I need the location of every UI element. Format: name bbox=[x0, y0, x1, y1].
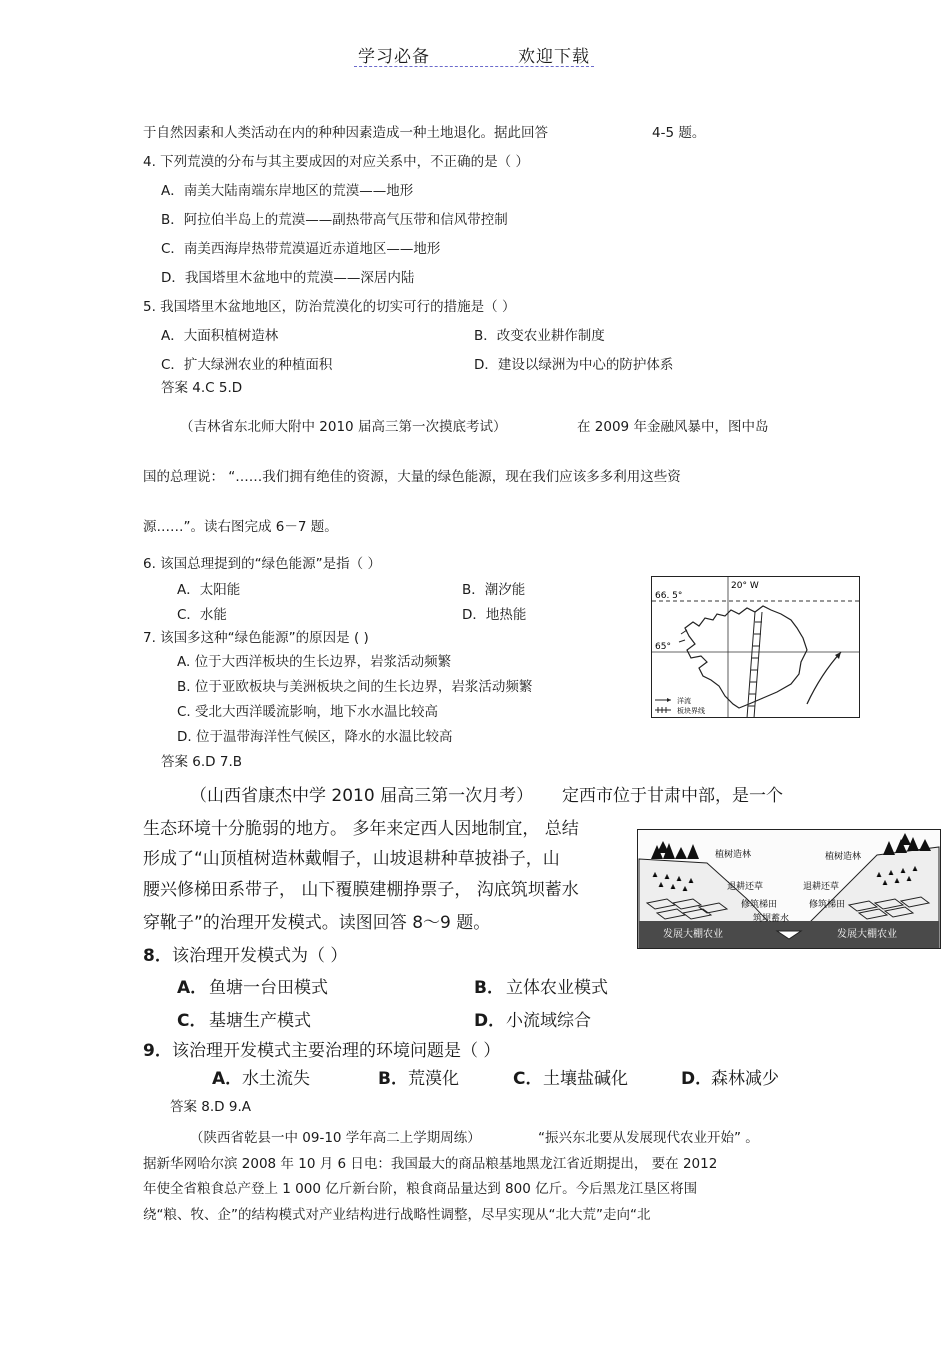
q9-option-b: 荒漠化 bbox=[408, 1069, 459, 1089]
q7-stem: 7. 该国多这种“绿色能源”的原因是 ( ) bbox=[143, 630, 369, 646]
diagram-label-right-top: 植树造林 bbox=[825, 852, 862, 862]
q7-option-d: D. 位于温带海洋性气候区，降水的水温比较高 bbox=[177, 729, 453, 745]
header-underline bbox=[354, 66, 594, 67]
q9-number: 9． bbox=[143, 1041, 172, 1061]
q8-option-c: 基塘生产模式 bbox=[209, 1011, 311, 1031]
q4-stem: 4. 下列荒漠的分布与其主要成因的对应关系中，不正确的是（ ） bbox=[143, 154, 529, 170]
header-right: 欢迎下载 bbox=[518, 47, 590, 67]
diagram-label-left-mid: 退耕还草 bbox=[727, 882, 764, 892]
diagram-label-center2: 筑坝蓄水 bbox=[753, 914, 790, 924]
q4-option-a: A．南美大陆南端东岸地区的荒漠——地形 bbox=[161, 183, 414, 199]
passage3-line5: 穿靴子”的治理开发模式。读图回答 8～9 题。 bbox=[143, 913, 491, 933]
q4-option-b: B．阿拉伯半岛上的荒漠——副热带高气压带和信风带控制 bbox=[161, 212, 508, 228]
q5-option-c: C．扩大绿洲农业的种植面积 bbox=[161, 357, 333, 373]
q9-option-a-letter: A． bbox=[212, 1069, 243, 1089]
header-left: 学习必备 bbox=[358, 47, 430, 67]
q6-stem: 6. 该国总理提到的“绿色能源”是指（ ） bbox=[143, 556, 381, 572]
q5-option-a: A．大面积植树造林 bbox=[161, 328, 279, 344]
q7-answer: 答案 6.D 7.B bbox=[161, 754, 242, 770]
q7-option-c: C. 受北大西洋暖流影响，地下水水温比较高 bbox=[177, 704, 439, 720]
diagram-label-center1: 修筑梯田 bbox=[741, 900, 778, 910]
q9-option-b-letter: B． bbox=[378, 1069, 408, 1089]
q8-option-b-letter: B． bbox=[474, 978, 504, 998]
q8-option-a-letter: A． bbox=[177, 978, 208, 998]
passage3-line2: 生态环境十分脆弱的地方。 多年来定西人因地制宜， 总结 bbox=[143, 819, 579, 839]
q9-option-a: 水土流失 bbox=[242, 1069, 310, 1089]
passage2-source: （吉林省东北师大附中 2010 届高三第一次摸底考试） bbox=[180, 419, 507, 435]
q9-option-d: 森林减少 bbox=[711, 1069, 779, 1089]
q5-answer: 答案 4.C 5.D bbox=[161, 380, 243, 396]
q4-option-c: C．南美西海岸热带荒漠逼近赤道地区——地形 bbox=[161, 241, 441, 257]
q9-option-c: 土壤盐碱化 bbox=[543, 1069, 628, 1089]
map-lon-label: 20° W bbox=[731, 581, 759, 591]
diagram-label-left-bottom: 发展大棚农业 bbox=[663, 929, 723, 940]
map-lat1-label: 66. 5° bbox=[655, 591, 683, 601]
watershed-diagram-figure bbox=[637, 829, 941, 949]
q6-option-c: C．水能 bbox=[177, 607, 227, 623]
q7-option-a: A. 位于大西洋板块的生长边界，岩浆活动频繁 bbox=[177, 654, 452, 670]
passage3-line3: 形成了“山顶植树造林戴帽子，山坡退耕种草披褂子，山 bbox=[143, 849, 560, 869]
passage3-source: （山西省康杰中学 2010 届高三第一次月考） bbox=[190, 786, 534, 806]
diagram-label-right-bottom: 发展大棚农业 bbox=[837, 929, 897, 940]
q7-option-b: B. 位于亚欧板块与美洲板块之间的生长边界，岩浆活动频繁 bbox=[177, 679, 533, 695]
passage2-line1: 在 2009 年金融风暴中，图中岛 bbox=[577, 419, 769, 435]
q5-stem: 5. 我国塔里木盆地地区，防治荒漠化的切实可行的措施是（ ） bbox=[143, 299, 516, 315]
q8-option-d-letter: D． bbox=[474, 1011, 506, 1031]
passage4-source: （陕西省乾县一中 09-10 学年高二上学期周练） bbox=[190, 1130, 481, 1146]
passage3-line1: 定西市位于甘肃中部，是一个 bbox=[562, 786, 783, 806]
q8-stem: 该治理开发模式为（ ） bbox=[172, 946, 348, 966]
q9-answer: 答案 8.D 9.A bbox=[170, 1099, 251, 1115]
intro-ref: 4-5 题。 bbox=[652, 125, 706, 141]
passage2-line3: 源……”。读右图完成 6－7 题。 bbox=[143, 519, 338, 535]
passage4-line1: “振兴东北要从发展现代农业开始” 。 bbox=[538, 1130, 759, 1146]
q8-option-d: 小流域综合 bbox=[506, 1011, 591, 1031]
legend-current-label: 洋流 bbox=[677, 697, 691, 705]
passage4-line4: 绕“粮、牧、企”的结构模式对产业结构进行战略性调整，尽早实现从“北大荒”走向“北 bbox=[143, 1207, 651, 1223]
q6-option-d: D．地热能 bbox=[462, 607, 527, 623]
q5-option-d: D．建设以绿洲为中心的防护体系 bbox=[474, 357, 674, 373]
passage2-line2: 国的总理说： “……我们拥有绝佳的资源，大量的绿色能源，现在我们应该多多利用这些资 bbox=[143, 469, 681, 485]
passage4-line2: 据新华网哈尔滨 2008 年 10 月 6 日电：我国最大的商品粮基地黑龙江省近期提出， 要在 2012 bbox=[143, 1156, 718, 1172]
legend-plate-label: 板块界线 bbox=[677, 707, 705, 715]
diagram-label-right-terrace: 修筑梯田 bbox=[809, 900, 846, 910]
q5-option-b: B．改变农业耕作制度 bbox=[474, 328, 605, 344]
passage4-line3: 年使全省粮食总产登上 1 000 亿斤新台阶，粮食商品量达到 800 亿斤。今后黑龙江垦区将围 bbox=[143, 1181, 698, 1197]
q4-option-d: D．我国塔里木盆地中的荒漠——深居内陆 bbox=[161, 270, 415, 286]
q8-number: 8． bbox=[143, 946, 172, 966]
q9-option-d-letter: D． bbox=[681, 1069, 713, 1089]
q9-option-c-letter: C． bbox=[513, 1069, 543, 1089]
iceland-map-figure bbox=[651, 576, 860, 718]
q9-stem: 该治理开发模式主要治理的环境问题是（ ） bbox=[172, 1041, 501, 1061]
q6-option-b: B．潮汐能 bbox=[462, 582, 526, 598]
q6-option-a: A．太阳能 bbox=[177, 582, 241, 598]
q8-option-a: 鱼塘一台田模式 bbox=[209, 978, 328, 998]
diagram-label-left-top: 植树造林 bbox=[715, 850, 752, 860]
q8-option-c-letter: C． bbox=[177, 1011, 207, 1031]
diagram-label-right-mid: 退耕还草 bbox=[803, 882, 840, 892]
intro-text: 于自然因素和人类活动在内的种种因素造成一种土地退化。据此回答 bbox=[143, 125, 548, 141]
map-lat2-label: 65° bbox=[655, 642, 671, 652]
q8-option-b: 立体农业模式 bbox=[506, 978, 608, 998]
passage3-line4: 腰兴修梯田系带子， 山下覆膜建棚挣票子， 沟底筑坝蓄水 bbox=[143, 880, 579, 900]
